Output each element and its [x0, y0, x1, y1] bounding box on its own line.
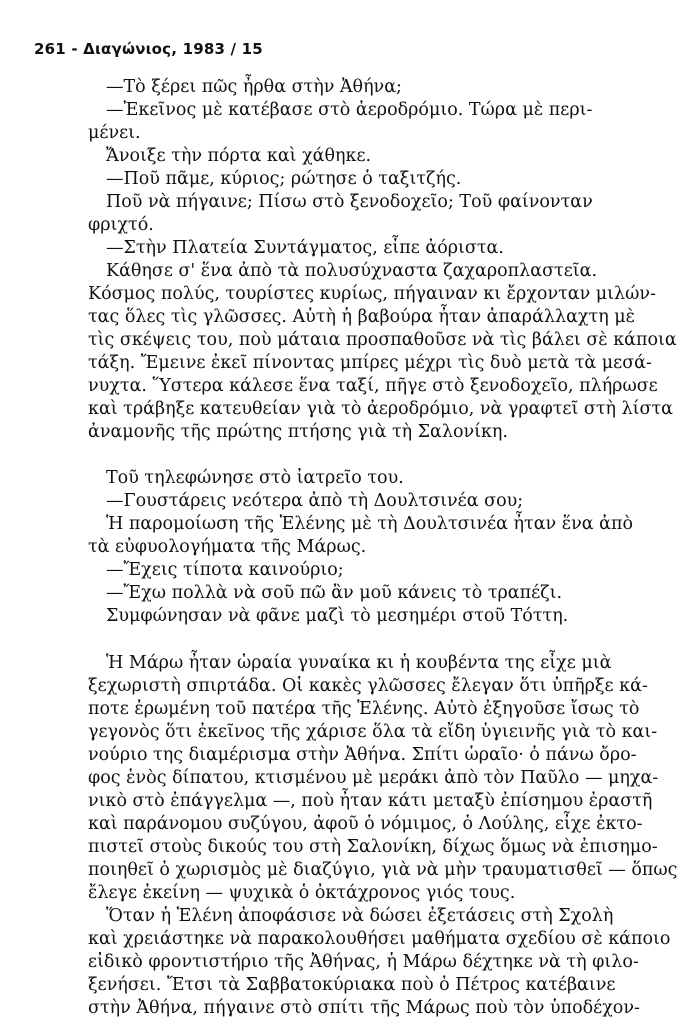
text-line: —Ἔχω πολλὰ νὰ σοῦ πῶ ἂν μοῦ κάνεις τὸ τραπέζι.: [106, 583, 563, 603]
text-line: νυχτα. Ὕστερα κάλεσε ἕνα ταξί, πῆγε στὸ ξενοδοχεῖο, πλήρωσε: [88, 376, 658, 396]
text-line: φριχτό.: [88, 215, 154, 235]
text-line: καὶ παράνομου συζύγου, ἀφοῦ ὁ νόμιμος, ὁ Λούλης, εἶχε ἐκτο-: [88, 814, 643, 834]
text-line: ἔλεγε ἐκείνη — ψυχικὰ ὁ ὀκτάχρονος γιός τους.: [88, 883, 516, 903]
text-line: τὰ εὐφυολογήματα τῆς Μάρως.: [88, 537, 367, 557]
text-line: εἰδικὸ φροντιστήριο τῆς Ἀθήνας, ἡ Μάρω δέχτηκε νὰ τὴ φιλο-: [88, 952, 639, 972]
text-line: Κόσμος πολύς, τουρίστες κυρίως, πήγαιναν κι ἔρχονταν μιλών-: [88, 284, 656, 304]
text-line: καὶ τράβηξε κατευθείαν γιὰ τὸ ἀεροδρόμιο, νὰ γραφτεῖ στὴ λίστα: [88, 399, 673, 419]
text-line: μένει.: [88, 123, 141, 143]
text-line: —Τὸ ξέρει πῶς ἦρθα στὴν Ἀθήνα;: [106, 77, 402, 97]
text-line: Ὅταν ἡ Ἑλένη ἀποφάσισε νὰ δώσει ἐξετάσεις στὴ Σχολὴ: [106, 906, 614, 926]
text-line: καὶ χρειάστηκε νὰ παρακολουθήσει μαθήματα σχεδίου σὲ κάποιο: [88, 929, 671, 949]
text-line: ποιηθεῖ ὁ χωρισμὸς μὲ διαζύγιο, γιὰ νὰ μὴν τραυματισθεῖ — ὅπως: [88, 860, 678, 880]
text-line: Κάθησε σ' ἕνα ἀπὸ τὰ πολυσύχναστα ζαχαροπλαστεῖα.: [106, 261, 598, 281]
text-line: —Ἔχεις τίποτα καινούριο;: [106, 560, 344, 580]
text-line: τὶς σκέψεις του, ποὺ μάταια προσπαθοῦσε νὰ τὶς βάλει σὲ κάποια: [88, 330, 677, 350]
text-line: ξεχωριστὴ σπιρτάδα. Οἱ κακὲς γλῶσσες ἔλεγαν ὅτι ὑπῆρξε κά-: [88, 676, 648, 696]
text-line: ξενήσει. Ἔτσι τὰ Σαββατοκύριακα ποὺ ὁ Πέτρος κατέβαινε: [88, 975, 616, 995]
text-line: πιστεῖ στοὺς δικούς του στὴ Σαλονίκη, δίχως ὅμως νὰ ἐπισημο-: [88, 837, 658, 857]
text-line: Τοῦ τηλεφώνησε στὸ ἰατρεῖο του.: [106, 468, 404, 488]
text-line: τάξη. Ἔμεινε ἐκεῖ πίνοντας μπίρες μέχρι τὶς δυὸ μετὰ τὰ μεσά-: [88, 353, 652, 373]
text-line: Ἄνοιξε τὴν πόρτα καὶ χάθηκε.: [106, 146, 372, 166]
text-line: Ποῦ νὰ πήγαινε; Πίσω στὸ ξενοδοχεῖο; Τοῦ φαίνονταν: [106, 192, 593, 212]
text-line: —Στὴν Πλατεία Συντάγματος, εἶπε ἀόριστα.: [106, 238, 504, 258]
text-line: Ἡ παρομοίωση τῆς Ἑλένης μὲ τὴ Δουλτσινέα ἦταν ἕνα ἀπὸ: [106, 514, 633, 534]
text-line: νικὸ στὸ ἐπάγγελμα —, ποὺ ἦταν κάτι μεταξὺ ἐπίσημου ἐραστῆ: [88, 791, 653, 811]
text-line: —Γουστάρεις νεότερα ἀπὸ τὴ Δουλτσινέα σου;: [106, 491, 524, 511]
text-line: νούριο της διαμέρισμα στὴν Ἀθήνα. Σπίτι ὡραῖο· ὁ πάνω ὄρο-: [88, 745, 637, 765]
text-line: στὴν Ἀθήνα, πήγαινε στὸ σπίτι τῆς Μάρως ποὺ τὸν ὑποδέχον-: [88, 998, 640, 1018]
running-head: 261 - Διαγώνιος, 1983 / 15: [34, 40, 263, 58]
text-line: τας ὅλες τὶς γλῶσσες. Αὐτὴ ἡ βαβούρα ἦταν ἀπαράλλαχτη μὲ: [88, 307, 636, 327]
text-line: γεγονὸς ὅτι ἐκεῖνος τῆς χάρισε ὅλα τὰ εἴδη ὑγιεινῆς γιὰ τὸ και-: [88, 722, 658, 742]
text-line: Ἡ Μάρω ἦταν ὡραία γυναίκα κι ἡ κουβέντα της εἶχε μιὰ: [106, 653, 612, 673]
text-line: Συμφώνησαν νὰ φᾶνε μαζὶ τὸ μεσημέρι στοῦ Τόττη.: [106, 606, 569, 626]
text-line: —Ποῦ πᾶμε, κύριος; ρώτησε ὁ ταξιτζής.: [106, 169, 462, 189]
text-line: ποτε ἐρωμένη τοῦ πατέρα τῆς Ἑλένης. Αὐτὸ ἐξηγοῦσε ἴσως τὸ: [88, 699, 640, 719]
text-line: —Ἐκεῖνος μὲ κατέβασε στὸ ἀεροδρόμιο. Τώρα μὲ περι-: [106, 100, 593, 120]
text-line: φος ἑνὸς δίπατου, κτισμένου μὲ μεράκι ἀπὸ τὸν Παῦλο — μηχα-: [88, 768, 659, 788]
text-line: ἀναμονῆς τῆς πρώτης πτήσης γιὰ τὴ Σαλονίκη.: [88, 422, 508, 442]
